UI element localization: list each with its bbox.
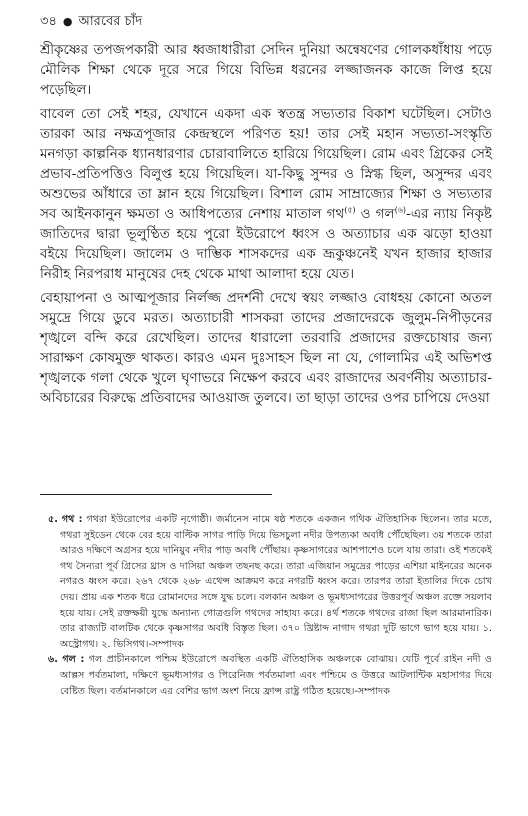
footnote-ref-5[interactable]: (৫) bbox=[344, 205, 356, 215]
footnote-6-term: গল : bbox=[62, 654, 85, 666]
footnote-6-text: গল প্রাচীনকালে পশ্চিম ইউরোপে অবস্থিত একটি ঐতিহাসিক অঞ্চলকে বোঝায়। যেটি পূর্বে রাইন নদী ও আল্পস পর্বতমালা, দক্ষিণে ভূমধ্যসাগর ও পিরেনিজ পর্বতমালা এবং পশ্চিমে ও উত্তরে আটলান্টিক মহাসাগর দিয়ে বেষ্টিত ছিল। বর্তমানকালে এর বেশির ভাগ অংশ নিয়ে ফ্রান্স রাষ্ট্র গঠিত হয়েছে।-সম্পাদক bbox=[60, 654, 492, 697]
paragraph-2-text-a: বাবেল তো সেই শহর, যেখানে একদা এক স্বতন্ত্র সভ্যতার বিকাশ ঘটেছিল। সেটাও তারকা আর নক্ষত্রপূজার কেন্দ্রস্থলে পরিণত হয়! তার সেই মহান সভ্যতা-সংস্কৃতি মনগড়া কাল্পনিক ধ্যানধারণার চোরাবালিতে হারিয়ে গিয়েছিল। রোম এবং গ্রিকের সেই প্রভাব-প্রতিপত্তিও বিলুপ্ত হয়ে গিয়েছিল। যা-কিছু সুন্দর ও স্নিগ্ধ ছিল, অসুন্দর এবং অশুভের আঁধারে তা ম্লান হয়ে গিয়েছিল। বিশাল রোম সাম্রাজ্যের শিক্ষা ও সভ্যতার সব আইনকানুন ক্ষমতা ও আধিপত্যের নেশায় মাতাল গথ bbox=[40, 106, 492, 222]
main-text bbox=[40, 40, 492, 408]
page-number: ৩৪ bbox=[40, 14, 57, 29]
paragraph-3: বেহায়াপনা ও আত্মপূজার নির্লজ্জ প্রদর্শনী দেখে স্বয়ং লজ্জাও বোধহয় কোনো অতল সমুদ্রে গিয়ে ডুবে মরত। অত্যাচারী শাসকরা তাদের প্রজাদেরকে জুলুম-নিপীড়নের শৃঙ্খলে বন্দি করে রেখেছিল। তাদের ধারালো তরবারি প্রজাদের রক্তচোষার জন্য সারাক্ষণ কোষমুক্ত থাকত। কারও এমন দুঃসাহস ছিল না যে, গোলামির এই অভিশপ্ত শৃঙ্খলকে গলা থেকে খুলে ঘৃণাভরে নিক্ষেপ করবে এবং রাজাদের অবর্ণনীয় অত্যাচার-অবিচারের বিরুদ্ধে প্রতিবাদের আওয়াজ তুলবে। তা ছাড়া তাদের ওপর চাপিয়ে দেওয়া bbox=[40, 290, 492, 406]
footnote-5-term: গথ : bbox=[61, 514, 83, 525]
footnote-5 bbox=[40, 512, 492, 652]
footnotes bbox=[40, 512, 492, 699]
footnote-5-marker: ৫. bbox=[48, 514, 58, 525]
footnote-6 bbox=[40, 652, 492, 699]
footnote-6-marker: ৬. bbox=[48, 654, 58, 666]
paragraph-2-text-b: ও গল bbox=[355, 206, 395, 222]
book-title: আরবের চাঁদ bbox=[78, 14, 143, 29]
running-header bbox=[40, 14, 142, 30]
paragraph-1: শ্রীকৃষ্ণের তপজপকারী আর ধ্বজাধারীরা সেদিন দুনিয়া অন্বেষণের গোলকধাঁধায় পড়ে মৌলিক শিক্ষা থেকে দূরে সরে গিয়ে বিভিন্ন ধরনের লজ্জাজনক কাজে লিপ্ত হয়ে পড়েছিল। bbox=[40, 42, 492, 98]
footnote-divider bbox=[40, 494, 272, 495]
footnote-ref-6[interactable]: (৬) bbox=[394, 205, 407, 215]
paragraph-2-text-c: -এর ন্যায় নিকৃষ্ট জাতিদের দ্বারা ভূলুণ্ঠিত হয়ে পুরো ইউরোপে ধ্বংস ও অত্যাচার এক ঝড়ো হাওয়া বইয়ে দিয়েছিল। জালেম ও দাম্ভিক শাসকদের এক ভ্রূকুঞ্চনেই যখন হাজার হাজার নিরীহ নিরপরাধ মানুষের দেহ থেকে মাথা আলাদা হয়ে যেত। bbox=[40, 206, 492, 282]
footnote-5-text: গথরা ইউরোপের একটি নৃগোষ্ঠী। জর্মানেস নামে ষষ্ঠ শতকে একজন গথিক ঐতিহাসিক ছিলেন। তার মতে, গথরা সুইডেন থেকে বের হয়ে বাল্টিক সাগর পাড়ি দিয়ে ভিসচুলা নদীর উপত্যকা অবধি পৌঁছেছিল। ৩য় শতকে তারা আরও দক্ষিণে অগ্রসর হয়ে দানিয়ুব নদীর পাড় অবধি পৌঁছায়। কৃষ্ণসাগরের আশপাশেও চলে যায় তারা। ওই শতকেই গথ সৈন্যরা পূর্ব গ্রিসের থ্রাস ও দাসিয়া অঞ্চল তছনছ করে। তারা এজিয়ান সমুদ্রের পাড়ের এশিয়া মাইনরের অনেক নগরও ধ্বংস করে। ২৬৭ থেকে ২৬৮ এথেন্স আক্রমণ করে নগরটি ধ্বংস করে। তারপর তারা ইতালির দিকে চোখ দেয়। প্রায় এক শতক ধরে রোমানদের সঙ্গে যুদ্ধ চলে। বলকান অঞ্চল ও ভূমধ্যসাগরের উত্তরপূর্ব অঞ্চল রক্তে সয়লাব হয়ে যায়। সেই রক্তক্ষয়ী যুদ্ধে অন্যান্য গোত্রগুলি গথদের সাহায্য করে। ৪র্থ শতকে গথদের রাজা ছিল আরমানারিক। তার রাজ্যটি বালটিক থেকে কৃষ্ণসাগর অবধি বিস্তৃত ছিল। ৩৭০ খ্রিষ্টাব্দ নাগাদ গথরা দুটি ভাগে ভাগ হয়ে যায়। ১. অস্ট্রোগথ। ২. ভিসিগথ।-সম্পাদক bbox=[60, 514, 492, 650]
paragraph-2 bbox=[40, 104, 492, 284]
header-bullet: ● bbox=[62, 15, 73, 28]
